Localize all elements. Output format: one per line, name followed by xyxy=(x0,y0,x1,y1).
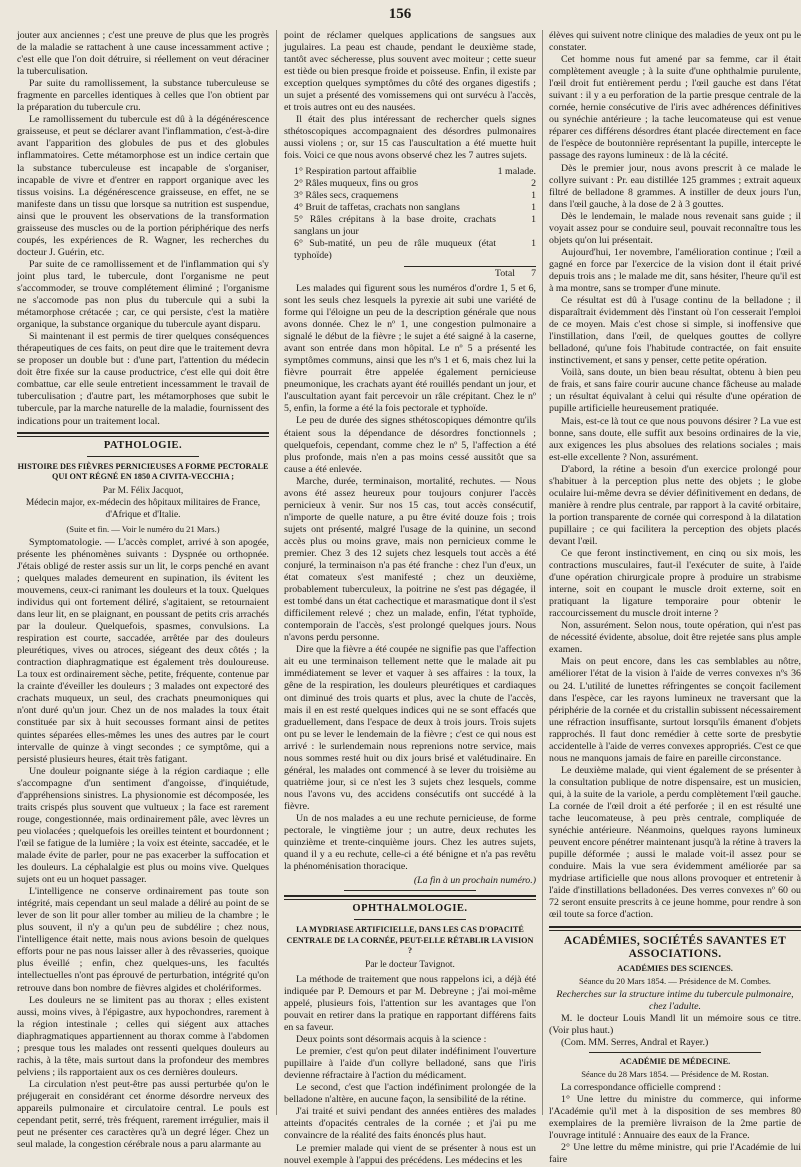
paragraph: 2° Une lettre du même ministre, qui prie l'Académie de lui faire xyxy=(549,1142,801,1166)
divider xyxy=(589,1052,761,1053)
paragraph: (Com. MM. Serres, Andral et Rayer.) xyxy=(561,1036,709,1048)
paragraph: Aujourd'hui, 1er novembre, l'amélioration continue ; l'œil a gagné en force par l'exercice de la vision dont il était privé depuis trois ans ; le malade me dit, sans hésiter, l'heure qu'il est à ma montre, sans se tromper d'une minute. xyxy=(549,246,801,294)
column-middle xyxy=(284,30,536,1166)
paragraph: point de réclamer quelques applications de sangsues aux jugulaires. La peau est chaude, pendant le deuxième stade, tantôt avec sécheresse, plus souvent avec moiteur ; cette sueur est tiède ou bien presque froide et poisseuse. Enfin, il existe par exception quelques symptômes du côté des organes digestifs ; un sujet a présenté des vomissemens qui ont survécu à l'accès, et trois autres ont eu des nausées. xyxy=(284,30,536,114)
paragraph: La circulation n'est peut-être pas aussi perturbée qu'on le préjugerait en considérant cet énorme désordre nerveux des appareils pulmonaire et circulatoire central. Le pouls est cependant petit, serré, très fréquent, rarement irrégulier, mais il peut ne présenter ces caractères qu'à un degré léger. Chez un seul malade, la congestion cérébrale nous a paru alarmante au xyxy=(17,1078,269,1151)
column-right xyxy=(549,30,801,1166)
paragraph: Cet homme nous fut amené par sa femme, car il était complètement aveugle ; à la suite d'une ophthalmie purulente, l'œil droit fut entièrement perdu ; l'œil gauche est dans l'état suivant : il y a eu perforation de la partie presque centrale de la cornée, hernie consécutive de l'iris avec adhérences définitives ou synéchie antérieure ; la tache leucomateuse qui est venue réparer ces différens désordres étant placée directement en face de l'espèce de boutonnière représentant la pupille, intercepte le passage des rayons lumineux : de là la cécité. xyxy=(549,54,801,162)
paragraph: Non, assurément. Selon nous, toute opération, qui n'est pas de nécessité évidente, absolue, doit être rejetée sans plus ample examen. xyxy=(549,620,801,656)
paragraph: J'ai traité et suivi pendant des années entières des malades atteints d'opacités centrales de la cornée ; et j'ai pu me convaincre de la réalité des faits énoncés plus haut. xyxy=(284,1106,536,1142)
session-meta: Séance du 20 Mars 1854. — Présidence de M. Combes. xyxy=(579,975,771,986)
paragraph: Un de nos malades a eu une rechute pernicieuse, de forme pectorale, le vingtième jour ; un autre, deux rechutes les quinzième et trente-cinquième jours. Chez les autres sujets, quand il y a eu rechute, celle-ci a été bénigne et n'a pas revêtu la phénoménisation thoracique. xyxy=(284,813,536,873)
section-underline xyxy=(87,456,199,457)
paragraph: Le premier malade qui vient de se présenter à nous est un nouvel exemple à l'appui des précédens. Les médecins et les xyxy=(284,1142,536,1166)
column-divider xyxy=(542,30,543,1115)
paragraph: 1° Une lettre du ministre du commerce, qui informe l'Académie qu'il met à la disposition de ses membres 80 exemplaires de la première livraison de la 2me partie de l'ouvrage intitulé : Annuaire des eaux de la France. xyxy=(549,1094,801,1142)
paragraph: Une douleur poignante siége à la région cardiaque ; elle s'accompagne d'un sentiment d'angoisse, d'inquiétude, d'appréhensions sinistres. La physionomie est décomposée, les traits crispés plus souvent que vultueux ; la face est rarement rouge, congestionnée, mais ordinairement pâle, avec lèvres un peu violacées ; quelquefois les oreilles teintent et bourdonnent ; l'œil se fatigue de la lumière ; la voix est éteinte, saccadée, et le malade évite de parler, pour ne pas exacerber la suffocation et les douleurs. La céphalalgie est plus ou moins vive. Quelques sujets ont eu un hoquet passager. xyxy=(17,765,269,886)
paragraph: Symptomatologie. — L'accès complet, arrivé à son apogée, présente les phénomènes suivants : Dyspnée ou orthopnée. J'étais obligé de rester assis sur un lit, le corps penché en avant ; quelques malades demeurent en supination, ils évitent les mouvemens, ceux-ci ranimant les douleurs et la toux. Quelques individus qui ont fortement déliré, s'agitaient, se retournaient dans leur lit, en se plaignant, en poussant de petits cris arrachés par la douleur. Quelquefois, spasmes, convulsions. La respiration est courte, saccadée, arrêtée par des douleurs pleurétiques, vives ou atroces, siégeant des deux côtés ; la contraction diaphragmatique est également très douloureuse. La toux est ordinairement sèche, petite, fréquente, contenue par la crainte d'éveiller les douleurs ; 3 malades ont expectoré des crachats muqueux, un seul, des crachats pneumoniques qui n'ont duré qu'un jour. Chez un de nos malades la toux était constituée par six à huit secousses formant ainsi de petites quintes séparées elles-mêmes les unes des autres par le court intervalle de quinze à vingt secondes ; ce symptôme, qui a persisté plusieurs heures, était très fatigant. xyxy=(17,536,269,765)
paragraph: La correspondance officielle comprend : xyxy=(561,1081,721,1093)
subsection-title: ACADÉMIES DES SCIENCES. xyxy=(617,963,733,973)
symptom-list xyxy=(284,166,536,280)
section-rule xyxy=(284,895,536,900)
paragraph: M. le docteur Louis Mandl lit un mémoire sous ce titre. (Voir plus haut.) xyxy=(549,1012,801,1036)
paragraph: Mais on peut encore, dans les cas semblables au nôtre, améliorer l'état de la vision à l'aide de verres convexes nºs 36 ou 24. L'utilité de lunettes réfringentes se conçoit facilement dans l'espèce, car les rayons lumineux ne traversant que la périphérie de la cornée et du cristallin subissent nécessairement une réfraction insuffisante, surtout lorsqu'ils émanent d'objets rapprochés. Il faut donc remédier à cette sorte de presbytie accidentelle à l'aide de verres convexes appropriés. C'est ce que nous ne manquons jamais de faire en pareille circonstance. xyxy=(549,656,801,764)
subsection-title: ACADÉMIE DE MÉDECINE. xyxy=(619,1056,731,1066)
column-divider xyxy=(276,30,277,1115)
article-byline: Par M. Félix Jacquot, xyxy=(102,485,184,496)
paragraph: Ce que feront instinctivement, en cinq ou six mois, les contractions musculaires, faut-il l'exécuter de suite, à l'aide d'une opération chirurgicale propre à produire un strabisme interne, soit en coupant le muscle droit externe, soit en pratiquant la ligature temporaire pour obtenir le raccourcissement du muscle droit interne ? xyxy=(549,548,801,620)
paragraph: La méthode de traitement que nous rappelons ici, a déjà été indiquée par P. Demours et par M. Debreyne ; j'ai moi-même appelé, plusieurs fois, l'attention sur les avantages que l'on pouvait en retirer dans la pratique en rapportant différens faits en sa faveur. xyxy=(284,973,536,1034)
author-affiliation: Médecin major, ex-médecin des hôpitaux militaires de France, d'Afrique et d'Italie. xyxy=(25,497,261,520)
paragraph: Le peu de durée des signes sthétoscopiques démontre qu'ils étaient sous la dépendance de désordres fonctionnels ; quelquefois, cependant, comme chez le nº 5, l'affection a été plus profonde, mais n'en a pas moins cessé aussitôt que sa cause a été enlevée. xyxy=(284,415,536,475)
paragraph: élèves qui suivent notre clinique des maladies de yeux ont pu le constater. xyxy=(549,30,801,54)
column-left xyxy=(17,30,269,1151)
paragraph: Mais, est-ce là tout ce que nous pouvons désirer ? La vue est bonne, sans doute, elle suffit aux besoins ordinaires de la vie, aux exigences les plus absolues des relations sociales ; mais est-elle excellente ? Non, assurément. xyxy=(549,415,801,463)
paragraph: Il était des plus intéressant de rechercher quels signes sthétoscopiques accompagnaient des désordres pulmonaires aussi violens ; or, sur 15 cas l'auscultation a été muette huit fois. Voici ce que nous avons observé chez les 7 autres sujets. xyxy=(284,114,536,162)
list-total: Total 7 xyxy=(404,266,536,280)
page-number: 156 xyxy=(388,6,412,22)
paragraph: Dès le lendemain, le malade nous revenait sans guide ; il voyait assez pour se conduire seul, pouvait reconnaître tous les objets qu'on lui présentait. xyxy=(549,210,801,246)
session-meta: Séance du 28 Mars 1854. — Présidence de M. Rostan. xyxy=(581,1068,769,1079)
paragraph: Marche, durée, terminaison, mortalité, rechutes. — Nous avons été assez heureux pour toujours conjurer l'accès pernicieux à venir. Sur nos 15 cas, tout accès consécutif, n'importe de quelle nature, a pu être évité douze fois ; trois sujets ont présenté, malgré l'usage de la quinine, un second accès plus ou moins grave, mais non pernicieux comme le premier. Chez 3 des 12 sujets chez lesquels tout accès a été conjuré, la terminaison n'a pas été franche : chez l'un d'eux, un état comateux s'est manifesté ; chez un deuxième, probablement tuberculeux, la poitrine ne s'est pas dégagée, il est tombé dans un état cachectique et marasmatique dont il s'est difficilement relevé ; chez un malade, enfin, l'état typhoïde, contemporain de l'accès, s'est prolongé quelques jours. Nous n'avons perdu personne. xyxy=(284,475,536,644)
paragraph: Les malades qui figurent sous les numéros d'ordre 1, 5 et 6, sont les seuls chez lesquels la pyrexie ait subi une variété de forme qui l'éloigne un peu de la description générale que nous avons donnée. Chez le nº 1, une congestion pulmonaire a signalé le début de la fièvre ; le sujet a été saigné à la caserne, avant son entrée dans mon hôpital. Le nº 5 a présenté les symptômes communs, ainsi que les nºs 1 et 6, mais chez lui la fièvre pourrait être appelée également pernicieuse pneumonique, les crachats ayant été rouillés pendant un jour, et l'auscultation ayant fait percevoir un râle crépitant. Chez le nº 5, enfin, la forme a été la fois pectorale et typhoïde. xyxy=(284,282,536,415)
paragraph: Le premier, c'est qu'on peut dilater indéfiniment l'ouverture pupillaire à l'aide d'un collyre belladoné, sans que l'iris devienne réfractaire à l'action du médicament. xyxy=(284,1046,536,1082)
paragraph: Si maintenant il est permis de tirer quelques conséquences thérapeutiques de ces faits, on peut dire que le traitement devra se proposer un double but : d'une part, l'attention du médecin doit être fixée sur la cause productrice, c'est elle qui doit être combattue, car elle seule entretient incessamment le travail de tuberculisation ; d'autre part, les métamorphoses que subit le tubercule, par la marche naturelle de la maladie, fournissent des indications pour un traitement local. xyxy=(17,331,269,427)
list-item: 3° Râles secs, craquemens 1 xyxy=(294,189,536,201)
list-item: 2° Râles muqueux, fins ou gros 2 xyxy=(294,177,536,189)
paragraph: L'intelligence ne conserve ordinairement pas toute son intégrité, mais cependant un seul malade a déliré au point de se lever de son lit pour aller tomber au milieu de la chambre ; le plus souvent, il n'y a qu'un peu de subdélire ; chez nous, l'intelligence était nette, mais nous avions besoin de quelques efforts pour ne pas nous laisser aller à des rêvasseries, quoique plus éveillé ; enfin, chez quelques-uns, les facultés intellectuelles n'ont pas éprouvé de perturbation, intégrité qu'on retrouve dans bon nombre de fièvres algides et cholériformes. xyxy=(17,886,269,994)
article-title: HISTOIRE DES FIÈVRES PERNICIEUSES A FORME PECTORALE QUI ONT RÉGNÉ EN 1850 A CIVITA-VECCHIA ; xyxy=(17,461,269,482)
section-rule xyxy=(17,432,269,437)
memoir-title: Recherches sur la structure intime du tubercule pulmonaire, chez l'adulte. xyxy=(556,988,794,1012)
paragraph: Le second, c'est que l'action indéfiniment prolongée de la belladone n'altère, en aucune façon, la sensibilité de la rétine. xyxy=(284,1082,536,1106)
paragraph: jouter aux anciennes ; c'est une preuve de plus que les progrès de la maladie se rattachent à une cause incessamment active ; c'est elle que l'on doit détruire, si réellement on veut déraciner la tuberculisation. xyxy=(17,30,269,78)
paragraph: Dès le premier jour, nous avons prescrit à ce malade le collyre suivant : Pr. eau distillée 125 grammes ; extrait aqueux filtré de belladone 8 grammes. A instiller de deux jours l'un, dans l'œil gauche, à la dose de 2 à 3 gouttes. xyxy=(549,162,801,210)
section-underline xyxy=(354,919,466,920)
paragraph: Deux points sont désormais acquis à la science : xyxy=(296,1034,487,1046)
section-rule xyxy=(549,926,801,931)
section-title-pathologie: PATHOLOGIE. xyxy=(103,439,183,451)
list-item: 4° Bruit de taffetas, crachats non sanglans 1 xyxy=(294,201,536,213)
paragraph: D'abord, la rétine a besoin d'un exercice prolongé pour s'habituer à la perception plus nette des objets ; le globe oculaire lui-même devra se dévier définitivement en dedans, de manière à rendre plus centrale, par rapport à la cavité orbitaire, la portion transparente de cornée qui correspond à la dilatation pupillaire ; ce qui facilitera la perception des objets placés devant l'œil. xyxy=(549,463,801,547)
paragraph: Dire que la fièvre a été coupée ne signifie pas que l'affection ait eu une terminaison tellement nette que le malade ait pu immédiatement se lever et vaquer à ses affaires : la toux, la gêne de la respiration, les douleurs pleurétiques et cardiaques ont diminué des trois quarts et plus, avec la chute de l'accès, mais il en est resté quelques indices qui ne se sont effacés que graduellement, dans l'espace de deux à trois jours. Trois sujets ont pu se lever le lendemain de la fièvre ; c'est ce qui nous est arrivé : le surlendemain nous reprenions notre service, mais nous sommes resté huit ou dix jours brisé et valétudinaire. En général, les malades ont commencé à se lever du troisième au quatrième jour, si ce n'est les 3 sujets chez lesquels, comme nous l'avons vu, des accidens consécutifs ont succédé à la fièvre. xyxy=(284,644,536,812)
list-item: 6° Sub-matité, un peu de râle muqueux (état typhoïde) 1 xyxy=(294,237,536,261)
section-title-ophthalmologie: OPHTHALMOLOGIE. xyxy=(352,903,468,915)
paragraph: Le ramollissement du tubercule est dû à la dégénérescence graisseuse, et peut se déclarer avant l'inflammation, c'est-à-dire avant l'apparition des globules de pus et des globules inflammatoires. Cette métamorphose est un indice certain que la substance tuberculeuse est incapable de s'organiser, incapable de vivre et d'entrer en rapport organique avec les tissus voisins. La dégénérescence graisseuse, en effet, ne se manifeste dans un tissu que lorsque sa nutrition est suspendue, ainsi que le prouvent les observations de la transformation graisseuse des muscles ou de la portion périphérique des nerfs coupés, les expériences de R. Wagner, les recherches du docteur J. Guérin, etc. xyxy=(17,114,269,258)
paragraph: Le deuxième malade, qui vient également de se présenter à la consultation publique de notre dispensaire, est un musicien, qui, à la suite de la variole, a perdu complètement l'œil gauche. La cornée de l'œil droit a été perforée ; il en est résulté une tache leucomateuse, à peu près centrale, compliquée de synéchie antérieure. Néanmoins, quelques rayons lumineux peuvent encore pénétrer maintenant jusqu'à la rétine à travers la pupille déformée ; aussi le malade voit-il assez pour se conduire. Mais la vue sera évidemment améliorée par sa mydriase artificielle que nous allons provoquer et entretenir à l'aide d'instillations belladonées. Des verres convexes nº 60 ou 72 seront ensuite prescrits à ce jeune homme, pour rendre à son œil toute sa force d'action. xyxy=(549,764,801,921)
paragraph: Ce résultat est dû à l'usage continu de la belladone ; il disparaîtrait évidemment dès l'instant où l'on cesserait l'emploi de ce moyen. Mais c'est chose si simple, si inoffensive que l'instillation, dans l'œil, de quelques gouttes de collyre belladoné, qu'une fois l'habitude contractée, on fait ensuite instinctivement, et sans y penser, cette petite opération. xyxy=(549,295,801,367)
list-item: 5° Râles crépitans à la base droite, crachats sanglans un jour 1 xyxy=(294,213,536,237)
paragraph: Par suite de ce ramollissement et de l'inflammation qui s'y joint plus tard, le tubercule, dont l'organisme ne peut s'accommoder, se trouve complétement éliminé ; l'organisme ne s'accomode pas non plus du tubercule qui a subi la métamorphose crétacée ; car, ce qui persiste, c'est la matière organique, la substance organique du tubercule ayant disparu. xyxy=(17,258,269,331)
to-be-continued-note: (La fin à un prochain numéro.) xyxy=(413,875,536,887)
article-end-rule xyxy=(344,890,476,891)
article-title: LA MYDRIASE ARTIFICIELLE, DANS LES CAS D'OPACITÉ CENTRALE DE LA CORNÉE, PEUT-ELLE RÉTABLIR LA VISION ? xyxy=(286,925,534,956)
section-title-academies: ACADÉMIES, SOCIÉTÉS SAVANTES ET ASSOCIATIONS. xyxy=(563,935,787,960)
paragraph: Par suite du ramollissement, la substance tuberculeuse se fragmente en parcelles identiques à celles que l'on obtient par la préparation du tubercule cru. xyxy=(17,78,269,114)
paragraph: Voilà, sans doute, un bien beau résultat, obtenu à bien peu de frais, et sans faire courir aucune chance fâcheuse au malade ; un résultat équivalant à celui qui résulte d'une opération de pupille artificielle heureusement pratiquée. xyxy=(549,367,801,415)
continuation-note: (Suite et fin. — Voir le numéro du 21 Mars.) xyxy=(66,523,220,534)
list-item: 1° Respiration partout affaiblie 1 malade. xyxy=(294,165,536,177)
paragraph: Les douleurs ne se limitent pas au thorax ; elles existent aussi, moins vives, à l'épigastre, aux hypochondres, rarement à la région intestinale ; celles qui siégent aux attaches diaphragmatiques appartiennent au thorax comme à l'abdomen ; presque tous les malades ont ressenti quelques douleurs au rachis, à la tête, mais surtout dans la profondeur des membres pelviens ; ils rapportaient aux os ces dernières douleurs. xyxy=(17,994,269,1078)
article-byline: Par le docteur Tavignot. xyxy=(365,959,455,970)
